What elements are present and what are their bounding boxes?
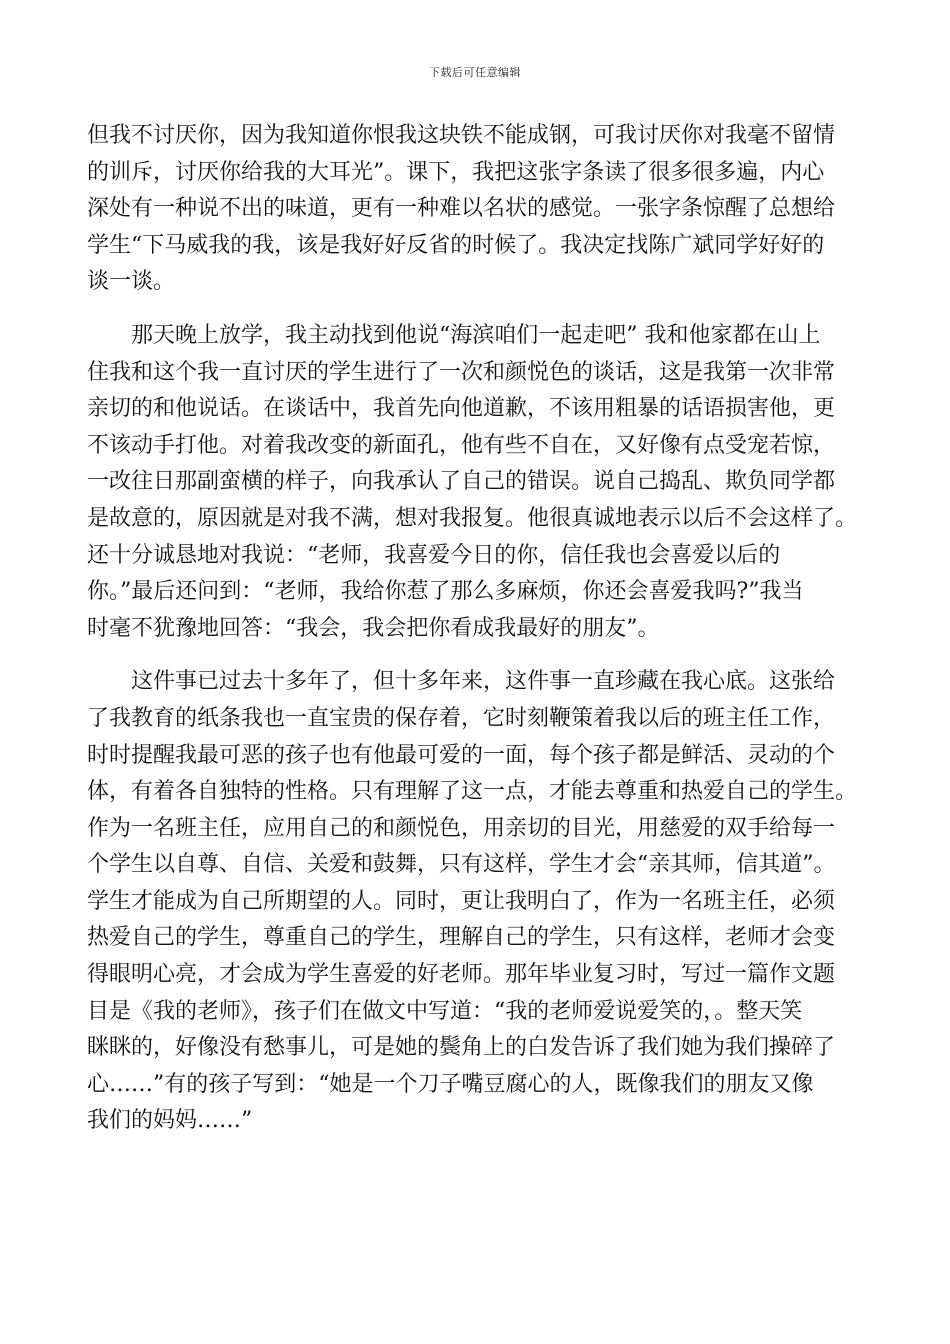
paragraph-line: 这件事已过去十多年了，但十多年来，这件事一直珍藏在我心底。这张给 <box>87 669 836 695</box>
paragraph-line: 目是《我的老师》，孩子们在做文中写道：“我的老师爱说爱笑的，。整天笑 <box>87 998 803 1024</box>
page-header: 下载后可任意编辑 <box>429 66 521 79</box>
paragraph-line: 那天晚上放学，我主动找到他说“海滨咱们一起走吧” 我和他家都在山上 <box>87 322 821 348</box>
paragraph-line: 谈一谈。 <box>87 269 176 295</box>
paragraph-line: 但我不讨厌你，因为我知道你恨我这块铁不能成钢，可我讨厌你对我毫不留情 <box>87 123 836 148</box>
paragraph-line: 深处有一种说不出的味道，更有一种难以名状的感觉。一张字条惊醒了总想给 <box>87 196 836 222</box>
paragraph-line: 作为一名班主任，应用自己的和颜悦色，用亲切的目光，用慈爱的双手给每一 <box>87 815 836 841</box>
paragraph-spacer <box>87 647 863 664</box>
paragraph-line: 学生才能成为自己所期望的人。同时，更让我明白了，作为一名班主任，必须 <box>87 888 836 914</box>
paragraph-line: 了我教育的纸条我也一直宝贵的保存着，它时刻鞭策着我以后的班主任工作， <box>87 705 836 731</box>
paragraph-3 <box>87 664 863 1140</box>
paragraph-line: 心……”有的孩子写到：“她是一个刀子嘴豆腐心的人，既像我们的朋友又像 <box>87 1071 814 1097</box>
paragraph-line: 个学生以自尊、自信、关爱和鼓舞，只有这样，学生才会“亲其师，信其道”。 <box>87 852 836 878</box>
paragraph-line: 不该动手打他。对着我改变的新面孔，他有些不自在，又好像有点受宠若惊， <box>87 432 836 458</box>
paragraph-spacer <box>87 301 863 318</box>
paragraph-line: 我们的妈妈……” <box>87 1108 253 1134</box>
paragraph-line: 住我和这个我一直讨厌的学生进行了一次和颜悦色的谈话，这是我第一次非常 <box>87 359 836 385</box>
paragraph-line: 是故意的，原因就是对我不满，想对我报复。他很真诚地表示以后不会这样了。 <box>87 505 858 531</box>
paragraph-line: 得眼明心亮，才会成为学生喜爱的好老师。那年毕业复习时，写过一篇作文题 <box>87 962 836 988</box>
paragraph-line: 一改往日那副蛮横的样子，向我承认了自己的错误。说自己捣乱、欺负同学都 <box>87 469 836 495</box>
paragraph-line: 热爱自己的学生，尊重自己的学生，理解自己的学生，只有这样，老师才会变 <box>87 925 836 951</box>
paragraph-line: 时时提醒我最可恶的孩子也有他最可爱的一面，每个孩子都是鲜活、灵动的个 <box>87 742 836 768</box>
paragraph-line: 还十分诚恳地对我说：“老师，我喜爱今日的你，信任我也会喜爱以后的 <box>87 542 781 568</box>
paragraph-line: 学生“下马威我的我，该是我好好反省的时候了。我决定找陈广斌同学好好的 <box>87 232 825 258</box>
paragraph-line: 时毫不犹豫地回答：“我会，我会把你看成我最好的朋友”。 <box>87 615 660 641</box>
paragraph-line: 你。”最后还问到：“老师，我给你惹了那么多麻烦，你还会喜爱我吗?”我当 <box>87 579 804 605</box>
paragraph-line: 体，有着各自独特的性格。只有理解了这一点，才能去尊重和热爱自己的学生。 <box>87 779 858 805</box>
paragraph-line: 亲切的和他说话。在谈话中，我首先向他道歉，不该用粗暴的话语损害他，更 <box>87 396 836 422</box>
paragraph-2 <box>87 318 863 647</box>
paragraph-line: 眯眯的，好像没有愁事儿，可是她的鬓角上的白发告诉了我们她为我们操碎了 <box>87 1035 836 1061</box>
document-body <box>87 118 863 1140</box>
paragraph-line: 的训斥，讨厌你给我的大耳光”。课下，我把这张字条读了很多很多遍，内心 <box>87 159 825 185</box>
paragraph-1 <box>87 118 863 301</box>
